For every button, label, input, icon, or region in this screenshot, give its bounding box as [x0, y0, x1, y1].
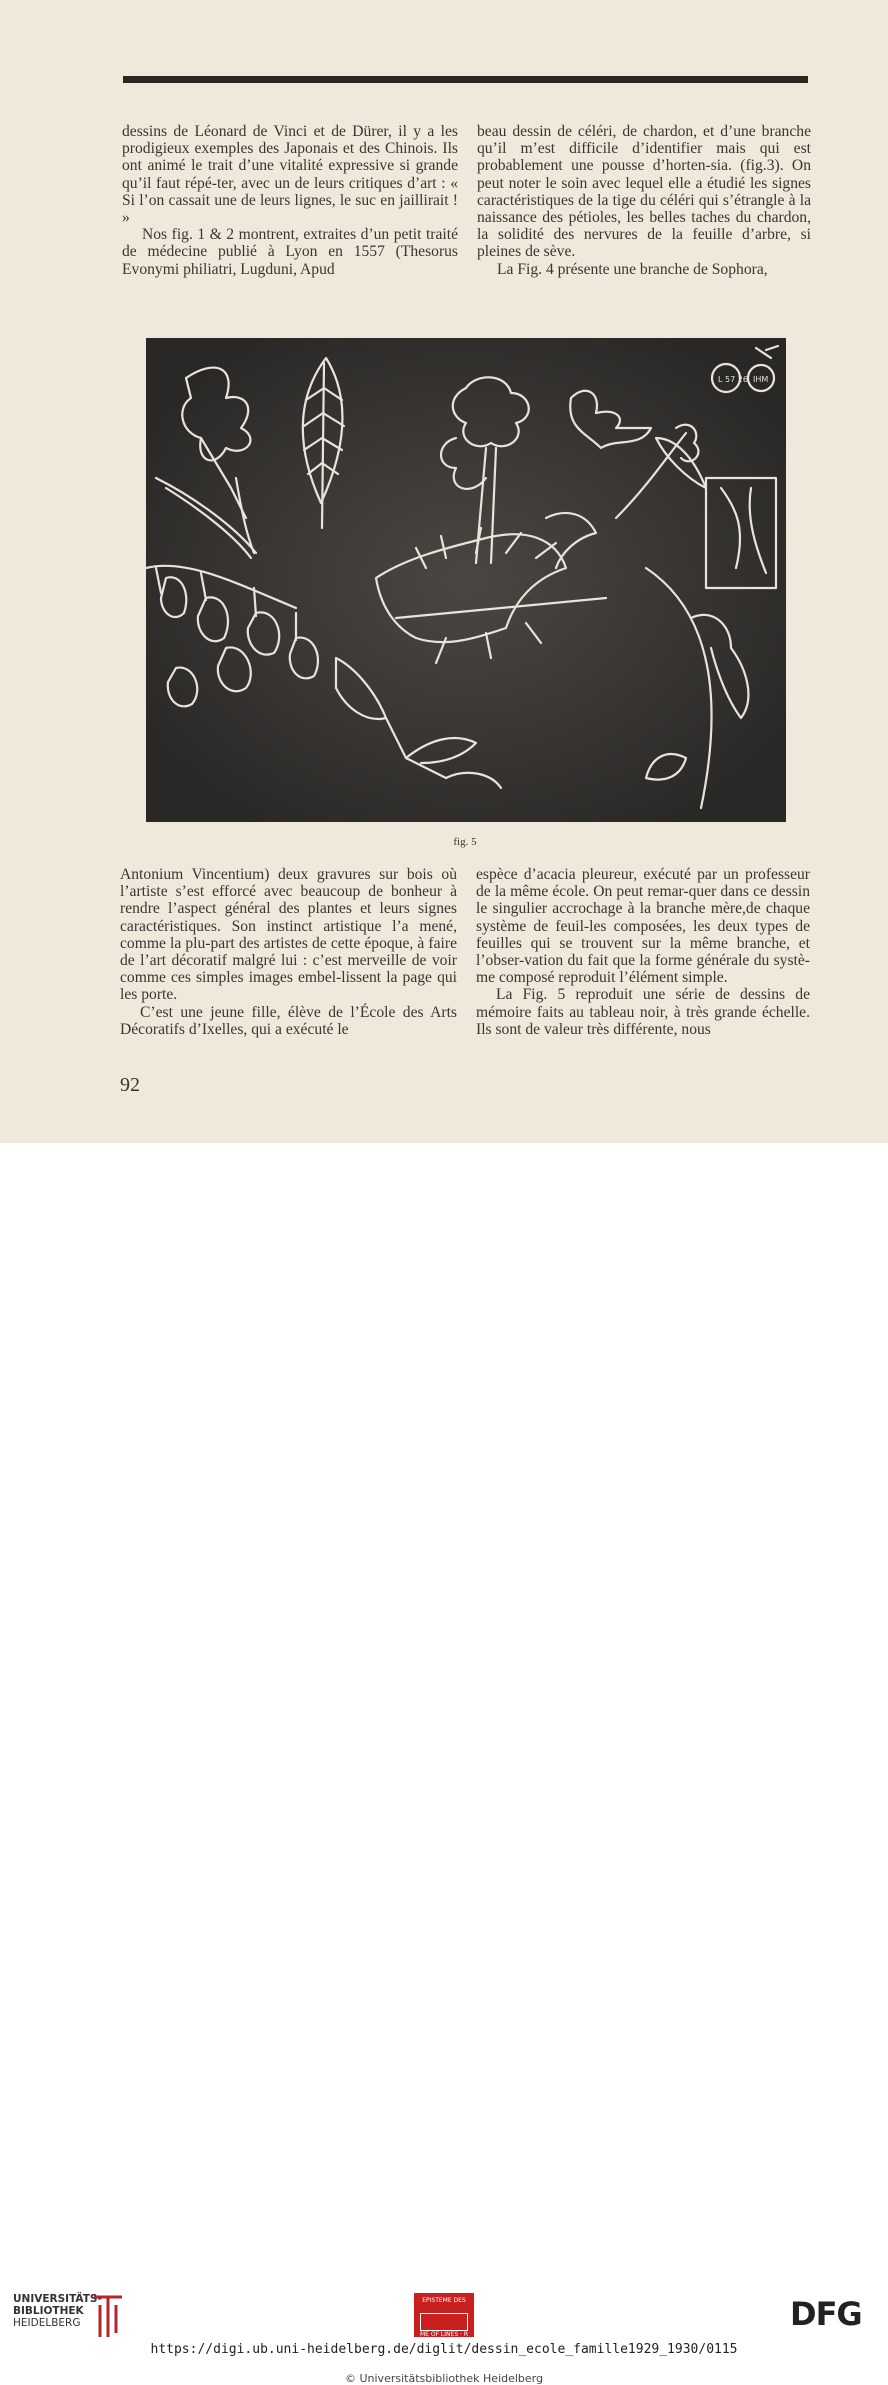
mark-label: IHM	[753, 375, 769, 384]
library-emblem-icon	[90, 2293, 126, 2339]
library-name-line2: BIBLIOTHEK	[13, 2305, 84, 2317]
library-name-line1: UNIVERSITÄTS-	[13, 2293, 102, 2305]
blackboard-figure	[146, 338, 786, 822]
document-url[interactable]: https://digi.ub.uni-heidelberg.de/diglit/dessin_ecole_famille1929_1930/0115	[150, 2342, 738, 2357]
page-number: 92	[120, 1074, 140, 1096]
paragraph: espèce d’acacia pleureur, exécuté par un professeur de la même école. On peut remar-quer dans ce dessin le singulier accrochage à la branche mère,de chaque système de feuil-les composées, les deux types de feuilles qui se trouvent sur la même branche, et l’obser-vation du fait que la forme générale du systè-me composé reproduit l’élément simple.	[476, 866, 810, 987]
left-column-top	[122, 123, 458, 278]
right-column-top	[477, 123, 811, 278]
logo-text: EPISTEME DES	[422, 2297, 466, 2304]
paragraph: La Fig. 5 reproduit une série de dessins de mémoire faits au tableau noir, à très grande échelle. Ils sont de valeur très différente, nous	[476, 986, 810, 1038]
chalk-drawings	[146, 338, 786, 822]
paragraph: beau dessin de céléri, de chardon, et d’une branche qu’il m’est difficile d’identifier mais qui est probablement une pousse d’horten-sia. (fig.3). On peut noter le soin avec lequel elle a étudié les signes caractéristiques de la tige du céléri qui s’étrangle à la naissance des pétioles, les belles taches du chardon, la solidité des nervures de la feuille d’arbre, si pleines de sève.	[477, 123, 811, 261]
dfg-logo[interactable]: DFG	[790, 2295, 862, 2333]
header-rule	[123, 76, 808, 83]
paragraph: dessins de Léonard de Vinci et de Dürer, il y a les prodigieux exemples des Japonais et des Chinois. Ils ont animé le trait d’une vitalité expressive si grande qu’il faut répé-ter, avec un de leurs critiques d’art : « Si l’on cassait une de leurs lignes, le suc en jaillirait ! »	[122, 123, 458, 227]
figure-caption: fig. 5	[453, 836, 477, 848]
paragraph: Antonium Vincentium) deux gravures sur bois où l’artiste s’est efforcé avec beaucoup de bonheur à rendre l’aspect général des plantes et leurs signes caractéristiques. Son instinct artistique l’a mené, comme la plu-part des artistes de cette époque, à faire de l’art décoratif malgré lui : c’est merveille de voir comme ces simples images embel-lissent la page qui les porte.	[120, 866, 457, 1004]
viewer-footer	[0, 1143, 888, 2385]
scanned-page	[0, 0, 888, 1143]
paragraph: La Fig. 4 présente une branche de Sophora,	[497, 260, 768, 278]
right-column-bottom	[476, 866, 810, 1038]
mark-label: L 57 26	[718, 375, 748, 384]
library-name-line3: HEIDELBERG	[13, 2317, 81, 2329]
copyright-notice: © Universitätsbibliothek Heidelberg	[344, 2372, 543, 2385]
paragraph: C’est une jeune fille, élève de l’École des Arts Décoratifs d’Ixelles, qui a exécuté le	[120, 1003, 457, 1038]
paragraph: Nos fig. 1 & 2 montrent, extraites d’un petit traité de médecine publié à Lyon en 1557 (Thesorus Evonymi philiatri, Lugduni, Apud	[122, 226, 458, 278]
left-column-bottom	[120, 866, 457, 1038]
logo-text: ME OF LINES · R	[419, 2331, 469, 2338]
library-logo[interactable]	[13, 2293, 128, 2341]
episteme-logo[interactable]	[414, 2293, 474, 2337]
